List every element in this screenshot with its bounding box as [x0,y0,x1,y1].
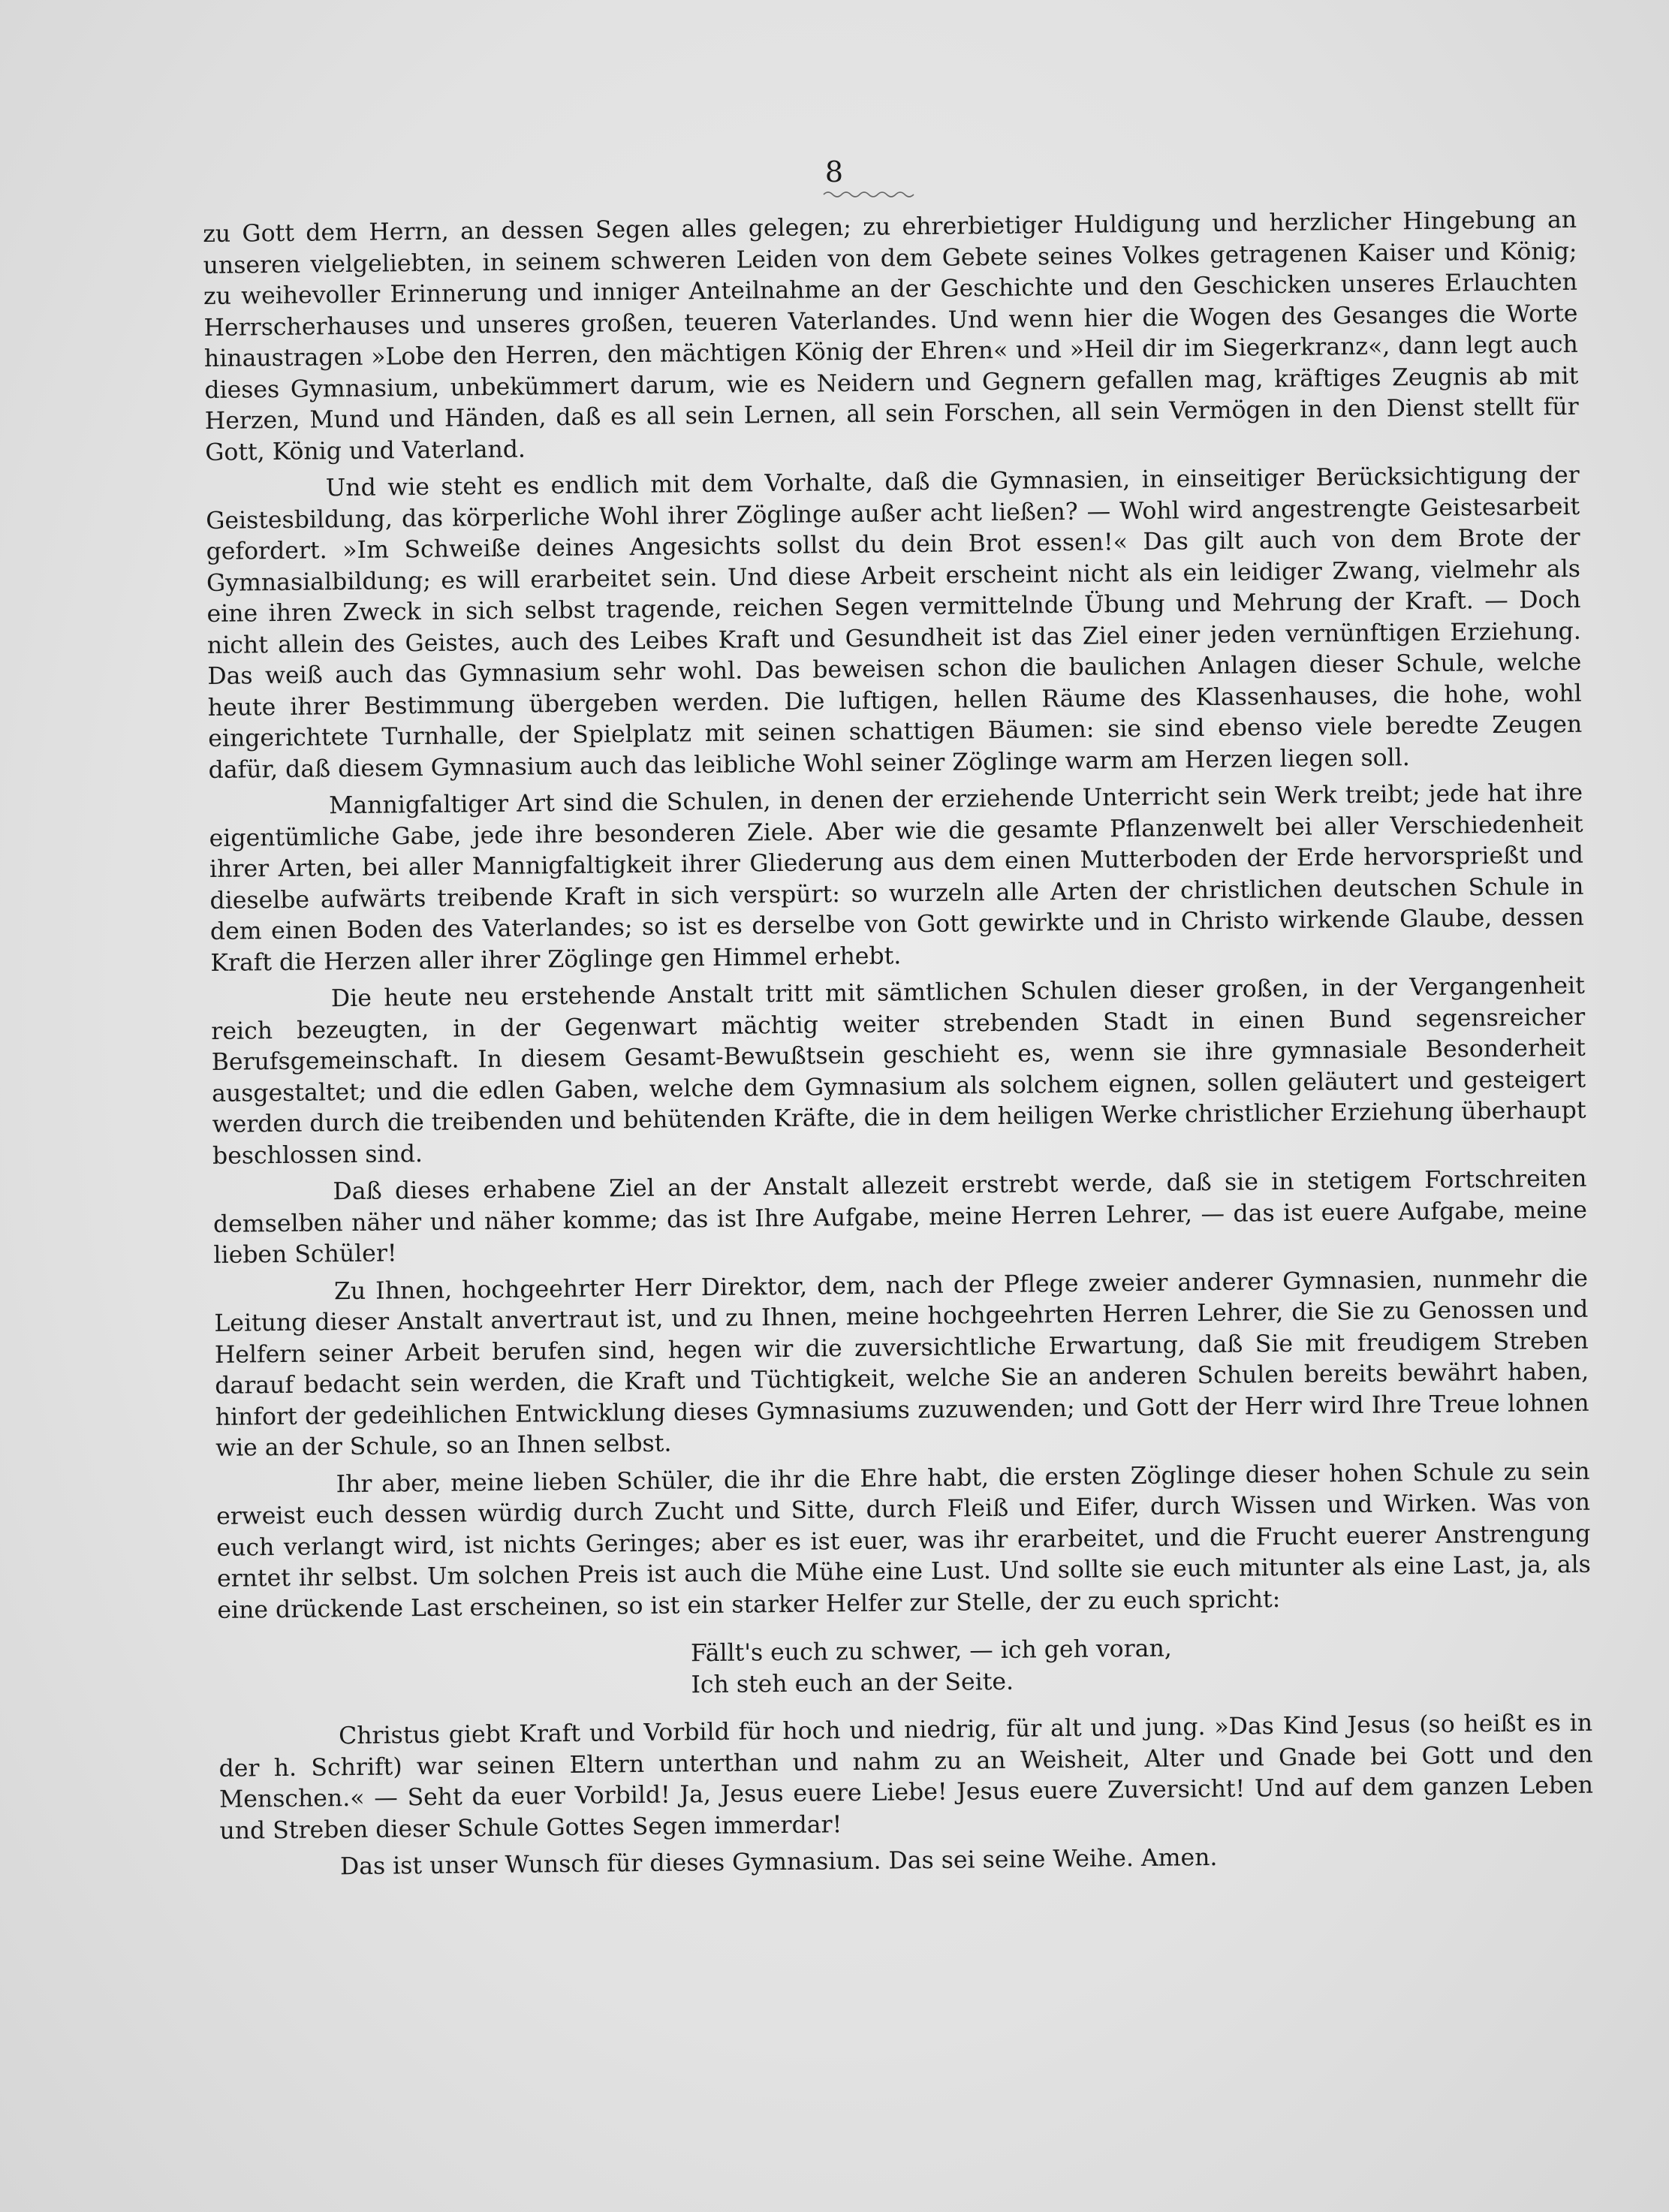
paragraph-9: Das ist unser Wunsch für dieses Gymnasium. Das sei seine Weihe. Amen. [339,1843,1218,1881]
paragraph-2: Und wie steht es endlich mit dem Vorhalte, daß die Gymnasien, in einseitiger Berücksichtigung der Geistesbildung, das körperliche Wohl ihrer Zöglinge außer acht ließen? — Wohl wird angestrengte Geistesarbeit gefordert. »Im Schweiße deines Angesichts sollst du dein Brot essen!« Das gilt auch von dem Brote der Gymnasialbildung; es will erarbeitet sein. Und diese Arbeit erscheint nicht als ein leidiger Zwang, vielmehr als eine ihren Zweck in sich selbst tragende, reichen Segen vermittelnde Übung und Mehrung der Kraft. — Doch nicht allein des Geistes, auch des Leibes Kraft und Gesundheit ist das Ziel einer jeden vernünftigen Erziehung. Das weiß auch das Gymnasium sehr wohl. Das beweisen schon die baulichen Anlagen dieser Schule, welche heute ihrer Bestimmung übergeben werden. Die luftigen, hellen Räume des Klassenhauses, die hohe, wohl eingerichtete Turnhalle, der Spielplatz mit seinen schattigen Bäumen: sie sind ebenso viele beredte Zeugen dafür, daß diesem Gymnasium auch das leibliche Wohl seiner Zöglinge warm am Herzen liegen soll. [206,461,1583,784]
verse-quote [691,1629,1592,1701]
paragraph-7: Ihr aber, meine lieben Schüler, die ihr die Ehre habt, die ersten Zöglinge dieser hohen Schule zu sein erweist euch dessen würdig durch Zucht und Sitte, durch Fleiß und Eifer, durch Wissen und Wirken. Was von euch verlangt wird, ist nichts Geringes; aber es ist euer, was ihr erarbeitet, und die Frucht euerer Anstrengung erntet ihr selbst. Um solchen Preis ist auch die Mühe eine Lust. Und sollte sie euch mitunter als eine Last, ja, als eine drückende Last erscheinen, so ist ein starker Helfer zur Stelle, der zu euch spricht: [215,1457,1592,1624]
body-text [203,205,1594,1891]
paragraph-4: Die heute neu erstehende Anstalt tritt mit sämtlichen Schulen dieser großen, in der Vergangenheit reich bezeugten, in der Gegenwart mächtig weiter strebenden Stadt in einen Bund segensreicher Berufsgemeinschaft. In diesem Gesamt-Bewußtsein geschieht es, wenn sie ihre gymnasiale Besonderheit ausgestaltet; und die edlen Gaben, welche dem Gymnasium als solchem eignen, sollen geläutert und gesteigert werden durch die treibenden und behütenden Kräfte, die in dem heiligen Werke christlicher Erziehung überhaupt beschlossen sind. [211,972,1586,1170]
paragraph-5: Daß dieses erhabene Ziel an der Anstalt allezeit erstrebt werde, daß sie in stetigem Fortschreiten demselben näher und näher komme; das ist Ihre Aufgabe, meine Herren Lehrer, — das ist euere Aufgabe, meine lieben Schüler! [212,1165,1588,1269]
wave-ornament [822,189,920,200]
paragraph-6: Zu Ihnen, hochgeehrter Herr Direktor, dem, nach der Pflege zweier anderer Gymnasien, nunmehr die Leitung dieser Anstalt anvertraut ist, und zu Ihnen, meine hochgeehrten Herren Lehrer, die Sie zu Genossen und Helfern seiner Arbeit berufen sind, hegen wir die zuversichtliche Erwartung, daß Sie mit freudigem Streben darauf bedacht sein werden, die Kraft und Tüchtigkeit, welche Sie an anderen Schulen bereits bewährt haben, hinfort der gedeihlichen Entwicklung dieses Gymnasiums zuzuwenden; und Gott der Herr wird Ihre Treue lohnen wie an der Schule, so an Ihnen selbst. [214,1264,1589,1462]
paragraph-8: Christus giebt Kraft und Vorbild für hoch und niedrig, für alt und jung. »Das Kind Jesus (so heißt es in der h. Schrift) war seinen Eltern unterthan und nahm zu an Weisheit, Alter und Gnade bei Gott und den Menschen.« — Seht da euer Vorbild! Ja, Jesus euere Liebe! Jesus euere Zuversicht! Und auf dem ganzen Leben und Streben dieser Schule Gottes Segen immerdar! [218,1709,1594,1845]
paragraph-1: zu Gott dem Herrn, an dessen Segen alles gelegen; zu ehrerbietiger Huldigung und herzlicher Hingebung an unseren vielgeliebten, in seinem schweren Leiden von dem Gebete seines Volkes getragenen Kaiser und König; zu weihevoller Erinnerung und inniger Anteilnahme an der Geschichte und den Geschicken unseres Erlauchten Herrscherhauses und unseres großen, teueren Vaterlandes. Und wenn hier die Wogen des Gesanges die Worte hinaustragen »Lobe den Herren, den mächtigen König der Ehren« und »Heil dir im Siegerkranz«, dann legt auch dieses Gymnasium, unbekümmert darum, wie es Neidern und Gegnern gefallen mag, kräftiges Zeugnis ab mit Herzen, Mund und Händen, daß es all sein Lernen, all sein Forschen, all sein Vermögen in den Dienst stellt für Gott, König und Vaterland. [203,206,1579,466]
verse-line-2: Ich steh euch an der Seite. [691,1668,1014,1699]
paragraph-3: Mannigfaltiger Art sind die Schulen, in denen der erziehende Unterricht sein Werk treibt; jede hat ihre eigentümliche Gabe, jede ihre besonderen Ziele. Aber wie die gesamte Pflanzenwelt bei aller Verschiedenheit ihrer Arten, bei aller Mannigfaltigkeit ihrer Gliederung aus dem einen Mutterboden der Erde hervorsprießt und dieselbe aufwärts treibende Kraft in sich verspürt: so wurzeln alle Arten der christlichen deutschen Schule in dem einen Boden des Vaterlandes; so ist es derselbe von Gott gewirkte und in Christo wirkende Glaube, dessen Kraft die Herzen aller ihrer Zöglinge gen Himmel erhebt. [209,779,1585,977]
verse-line-1: Fällt's euch zu schwer, — ich geh voran, [690,1635,1172,1668]
page-number: 8 [824,155,845,188]
